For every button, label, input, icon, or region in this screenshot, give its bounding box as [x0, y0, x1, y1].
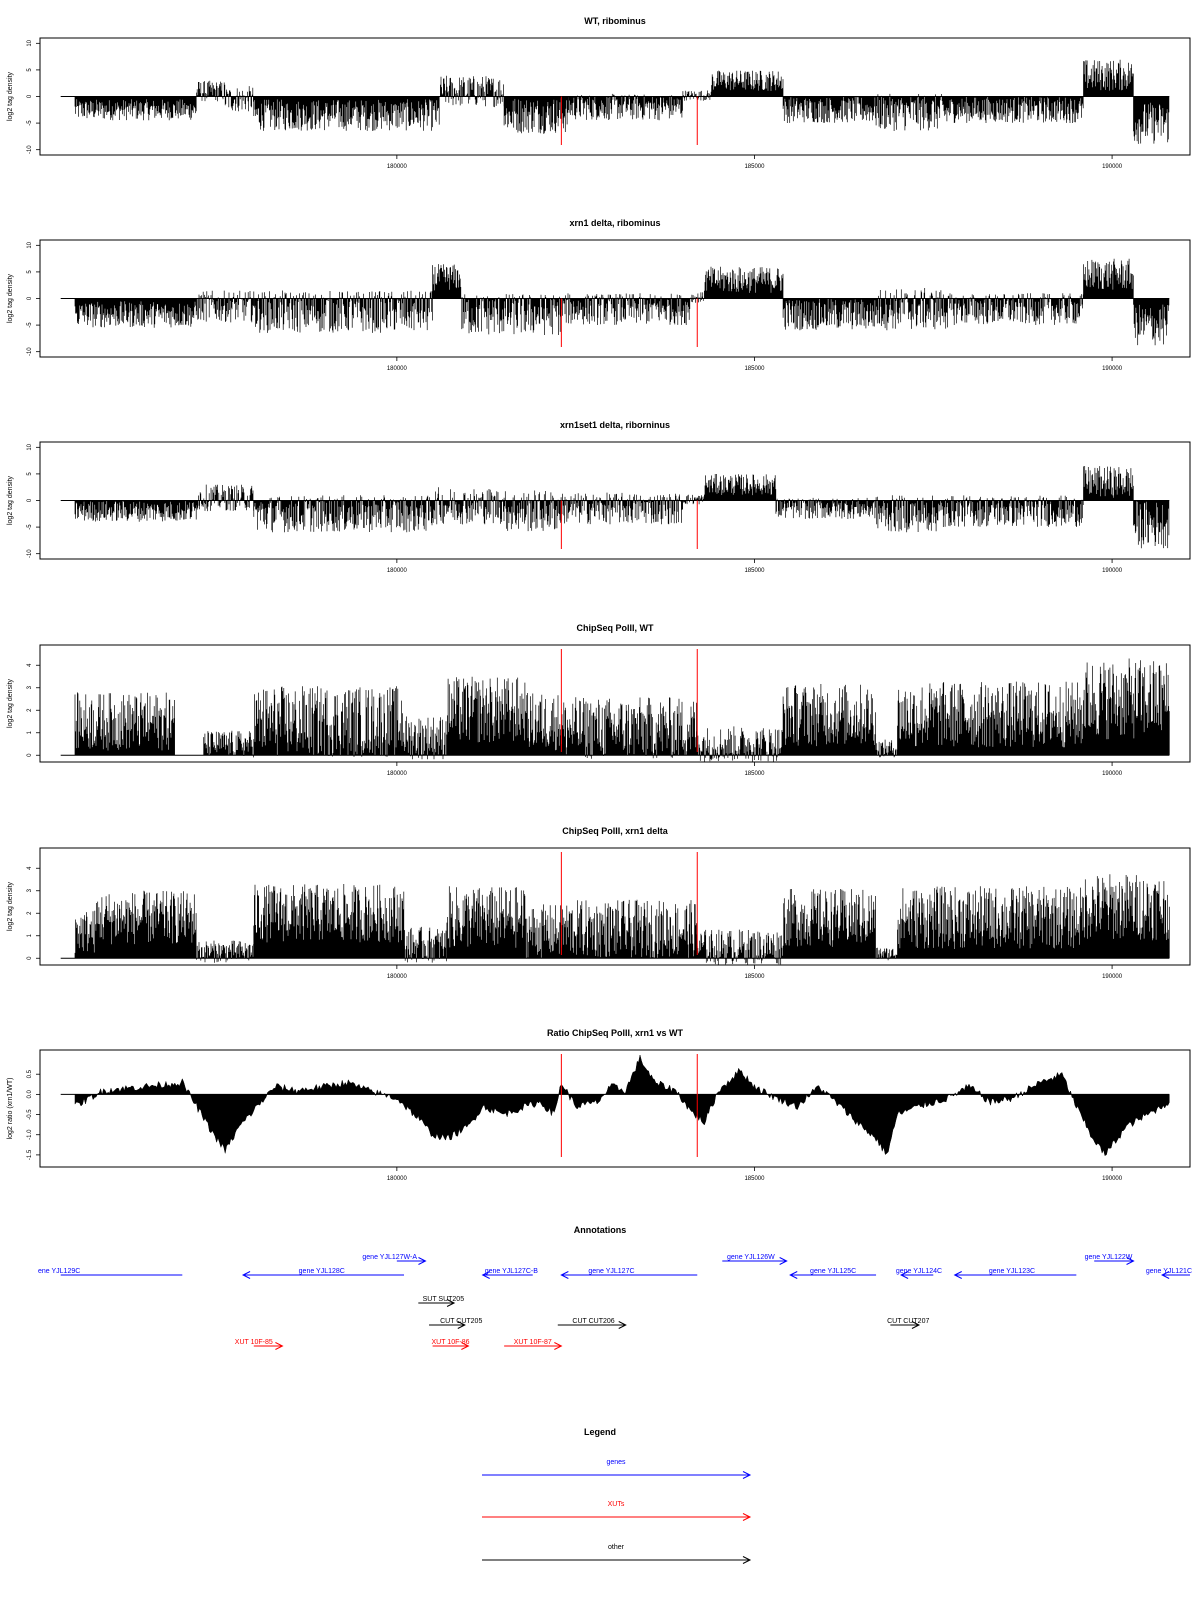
- x-tick-label: 180000: [386, 771, 407, 777]
- track-panels: [7, 16, 1190, 1182]
- feature-gene: [362, 1254, 425, 1265]
- feature-label: gene YJL126W: [727, 1254, 775, 1261]
- x-tick-label: 180000: [386, 164, 407, 170]
- feature-label: gene YJL122W: [1084, 1254, 1133, 1261]
- track-signal: [75, 60, 1169, 144]
- feature-gene: [896, 1268, 942, 1279]
- feature-other: [887, 1318, 929, 1329]
- feature-label: gene YJL123C: [988, 1268, 1036, 1275]
- signal-bars: [75, 874, 1169, 965]
- y-tick-label: 5: [27, 270, 33, 274]
- signal-bars: [75, 60, 1169, 144]
- x-tick-label: 190000: [1102, 568, 1123, 574]
- y-axis-label: log2 tag density: [7, 273, 14, 324]
- feature-label: gene YJL127C-B: [484, 1268, 538, 1275]
- ratio-area: [75, 1055, 1169, 1156]
- y-tick-label: 0: [27, 498, 33, 503]
- y-tick-label: -5: [27, 120, 33, 126]
- y-tick-label: 10: [27, 443, 33, 451]
- y-tick-label: -1.0: [27, 1129, 33, 1140]
- y-tick-label: -5: [27, 524, 33, 530]
- feature-gene: [483, 1268, 539, 1279]
- track-signal: [75, 259, 1169, 346]
- feature-label: gene YJL121C: [1145, 1268, 1192, 1275]
- signal-bars: [75, 466, 1169, 548]
- panel-title: ChipSeq PolII, WT: [576, 623, 654, 633]
- feature-gene: [38, 1268, 182, 1275]
- legend-label: XUTs: [607, 1501, 625, 1508]
- legend-label: other: [608, 1544, 624, 1551]
- y-tick-label: 10: [27, 241, 33, 249]
- feature-label: gene YJL125C: [810, 1268, 857, 1275]
- y-tick-label: 4: [27, 866, 33, 870]
- annotations-panel: [38, 1225, 1192, 1350]
- y-tick-label: 0.5: [27, 1070, 33, 1079]
- track-panel-3: [7, 420, 1190, 574]
- y-tick-label: 3: [27, 889, 33, 893]
- y-tick-label: 5: [27, 472, 33, 476]
- legend-item-2: [482, 1501, 750, 1521]
- track-panel-5: [7, 826, 1190, 980]
- x-tick-label: 185000: [744, 974, 765, 980]
- track-panel-6: [7, 1028, 1190, 1182]
- x-tick-label: 190000: [1102, 366, 1123, 372]
- y-tick-label: -10: [27, 549, 33, 559]
- y-tick-label: 0: [27, 956, 33, 960]
- feature-gene: [561, 1268, 697, 1279]
- feature-gene: [790, 1268, 876, 1279]
- panel-title: xrn1set1 delta, riborninus: [559, 420, 671, 430]
- feature-label: CUT CUT206: [572, 1318, 615, 1325]
- feature-xut: [504, 1339, 561, 1350]
- feature-label: SUT SUT205: [422, 1296, 465, 1303]
- feature-label: XUT 10F-86: [431, 1339, 470, 1346]
- track-signal: [75, 874, 1169, 965]
- x-tick-label: 185000: [744, 771, 765, 777]
- track-signal: [75, 1055, 1169, 1156]
- feature-gene: [1085, 1254, 1134, 1265]
- feature-gene: [243, 1268, 404, 1279]
- x-tick-label: 180000: [386, 1176, 407, 1182]
- feature-label: gene YJL124C: [895, 1268, 943, 1275]
- legend-label: genes: [606, 1459, 626, 1466]
- feature-other: [429, 1318, 482, 1329]
- x-tick-label: 190000: [1102, 771, 1123, 777]
- y-tick-label: 0: [27, 296, 33, 301]
- feature-gene: [722, 1254, 786, 1265]
- panel-title: Ratio ChipSeq PolII, xrn1 vs WT: [546, 1028, 684, 1038]
- feature-gene: [1146, 1268, 1192, 1279]
- legend-panel: [482, 1427, 750, 1564]
- panel-title: ChipSeq PolII, xrn1 delta: [562, 826, 668, 836]
- feature-xut: [235, 1339, 283, 1350]
- y-axis-label: log2 tag density: [7, 71, 14, 122]
- x-tick-label: 190000: [1102, 974, 1123, 980]
- y-tick-label: 2: [27, 911, 33, 915]
- feature-label: gene YJL127W-A: [362, 1254, 418, 1261]
- track-signal: [75, 466, 1169, 548]
- x-tick-label: 185000: [744, 164, 765, 170]
- y-tick-label: 1: [27, 731, 33, 735]
- feature-label: CUT CUT205: [440, 1318, 483, 1325]
- x-tick-label: 180000: [386, 366, 407, 372]
- x-tick-label: 180000: [386, 568, 407, 574]
- y-tick-label: 3: [27, 686, 33, 690]
- y-tick-label: 0: [27, 94, 33, 99]
- y-axis-label: log2 tag density: [7, 678, 14, 729]
- feature-gene: [955, 1268, 1077, 1279]
- feature-other: [558, 1318, 626, 1329]
- x-tick-label: 190000: [1102, 164, 1123, 170]
- x-tick-label: 180000: [386, 974, 407, 980]
- track-signal: [75, 659, 1169, 763]
- track-panel-2: [7, 218, 1190, 372]
- track-panel-1: [7, 16, 1190, 170]
- y-tick-label: -10: [27, 347, 33, 357]
- y-tick-label: -10: [27, 145, 33, 155]
- signal-bars: [75, 659, 1169, 763]
- feature-label: XUT 10F-85: [234, 1339, 273, 1346]
- x-tick-label: 185000: [744, 1176, 765, 1182]
- y-tick-label: 4: [27, 663, 33, 667]
- y-tick-label: 0: [27, 753, 33, 757]
- panel-title: WT, ribominus: [584, 16, 646, 26]
- feature-label: ene YJL129C: [38, 1268, 81, 1275]
- track-panel-4: [7, 623, 1190, 777]
- panel-title: xrn1 delta, ribominus: [569, 218, 661, 228]
- legend-item-1: [482, 1459, 750, 1479]
- y-tick-label: 1: [27, 934, 33, 938]
- feature-label: CUT CUT207: [887, 1318, 930, 1325]
- feature-label: XUT 10F-87: [513, 1339, 552, 1346]
- y-tick-label: -0.5: [27, 1109, 33, 1120]
- feature-other: [418, 1296, 464, 1307]
- y-tick-label: 5: [27, 68, 33, 72]
- y-axis-label: log2 tag density: [7, 475, 14, 526]
- feature-xut: [431, 1339, 469, 1350]
- y-tick-label: -5: [27, 322, 33, 328]
- y-axis-label: log2 tag density: [7, 881, 14, 932]
- signal-bars: [75, 259, 1169, 346]
- y-tick-label: 0.0: [27, 1090, 33, 1099]
- x-tick-label: 190000: [1102, 1176, 1123, 1182]
- y-tick-label: 2: [27, 708, 33, 712]
- x-tick-label: 185000: [744, 568, 765, 574]
- x-tick-label: 185000: [744, 366, 765, 372]
- feature-label: gene YJL128C: [298, 1268, 345, 1275]
- annotations-title: Annotations: [573, 1225, 627, 1235]
- y-tick-label: 10: [27, 39, 33, 47]
- y-axis-label: log2 ratio (xrn1/WT): [7, 1077, 14, 1140]
- y-tick-label: -1.5: [27, 1149, 33, 1161]
- feature-label: gene YJL127C: [588, 1268, 635, 1275]
- legend-item-3: [482, 1544, 750, 1564]
- legend-title: Legend: [583, 1427, 617, 1437]
